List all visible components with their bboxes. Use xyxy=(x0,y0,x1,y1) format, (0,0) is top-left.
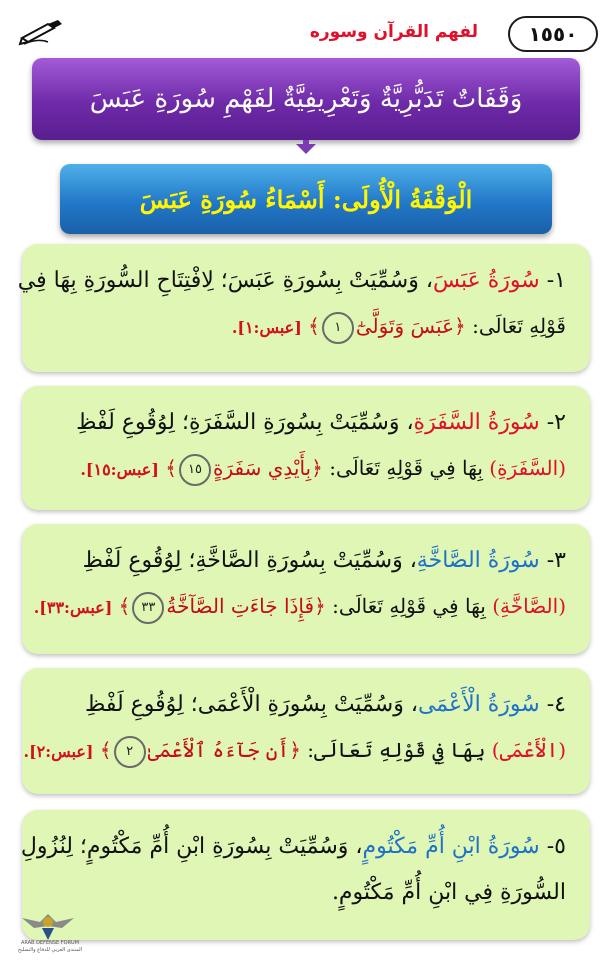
verse-close: ﴾ xyxy=(165,456,177,480)
item-text: السُّورَةِ فِي ابْنِ أُمِّ مَكْتُومٍ. xyxy=(331,880,566,905)
quran-verse: ﴿فَإِذَا جَاءَتِ الصَّآخَّةُ xyxy=(166,594,326,618)
eagle-logo-icon xyxy=(18,908,78,944)
ayah-number-icon: ٣٣ xyxy=(132,592,164,624)
item-text: ، وَسُمِّيَتْ بِسُورَةِ الصَّاخَّةِ؛ لِوُقُوعِ لَفْظِ xyxy=(82,548,417,573)
keyword: (السَّفَرَةِ) xyxy=(489,456,566,480)
verse-close: ﴾ xyxy=(308,314,320,338)
section-banner: الْوَقْفَةُ الْأُولَى: أَسْمَاءُ سُورَةِ عَبَسَ xyxy=(60,164,552,234)
item-number: ٢- xyxy=(546,410,566,435)
surah-name: سُورَةُ السَّفَرَةِ xyxy=(413,410,540,435)
verse-reference: [عبس:٢]. xyxy=(23,742,94,761)
item-text: ، وَسُمِّيَتْ بِسُورَةِ عَبَسَ؛ لِافْتِتَاحِ السُّورَةِ بِهَا فِي xyxy=(17,268,433,293)
list-item xyxy=(22,386,590,510)
item-text: بِهَا فِي قَوْلِهِ تَعَالَى: xyxy=(307,738,486,762)
keyword: (الْأَعْمَى) xyxy=(491,738,566,762)
list-item xyxy=(22,524,590,654)
list-item xyxy=(22,668,590,794)
quran-verse: ﴿بِأَيْدِي سَفَرَةٍ xyxy=(213,456,323,480)
item-text: ، وَسُمِّيَتْ بِسُورَةِ الْأَعْمَى؛ لِوُقُوعِ لَفْظِ xyxy=(84,692,418,717)
ayah-number-icon: ٢ xyxy=(114,736,146,768)
quran-verse: ﴿أَن جَآءَهُ ٱلْأَعْمَىٰ xyxy=(147,738,301,762)
quran-verse: ﴿عَبَسَ وَتَوَلَّىٰٓ xyxy=(355,314,466,338)
item-text: ، وَسُمِّيَتْ بِسُورَةِ ابْنِ أُمِّ مَكْتُومٍ؛ لِنُزُولِ xyxy=(20,834,363,859)
running-title: لفهم القرآن وسوره xyxy=(309,22,478,42)
page-number: ١٥٥٠ xyxy=(508,16,598,52)
list-item xyxy=(17,244,590,372)
ayah-number-icon: ١ xyxy=(322,312,354,344)
verse-close: ﴾ xyxy=(99,738,112,762)
surah-name: سُورَةُ ابْنِ أُمِّ مَكْتُومٍ xyxy=(362,834,540,859)
item-number: ٥- xyxy=(546,834,566,859)
surah-name: سُورَةُ عَبَسَ xyxy=(432,268,540,293)
title-banner: وَقَفَاتٌ تَدَبُّرِيَّةٌ وَتَعْرِيفِيَّةٌ لِفَهْمِ سُورَةِ عَبَسَ xyxy=(32,58,580,140)
pen-writing-icon xyxy=(18,16,66,46)
item-text: بِهَا فِي قَوْلِهِ تَعَالَى: xyxy=(329,456,483,480)
ayah-number-icon: ١٥ xyxy=(179,454,211,486)
verse-reference: [عبس:٣٣]. xyxy=(33,598,113,617)
item-number: ٤- xyxy=(546,692,566,717)
list-item xyxy=(22,810,590,940)
page-header xyxy=(14,12,598,52)
verse-close: ﴾ xyxy=(118,594,131,618)
verse-reference: [عبس:١٥]. xyxy=(80,460,159,479)
watermark-line: المنتدى العربي للدفاع والتسليح xyxy=(17,947,83,953)
item-number: ١- xyxy=(546,268,566,293)
arrow-down-icon xyxy=(296,144,316,154)
item-text: ، وَسُمِّيَتْ بِسُورَةِ السَّفَرَةِ؛ لِوُقُوعِ لَفْظِ xyxy=(76,410,414,435)
verse-reference: [عبس:١]. xyxy=(231,318,302,337)
item-text: بِهَا فِي قَوْلِهِ تَعَالَى: xyxy=(332,594,486,618)
surah-name: سُورَةُ الْأَعْمَى xyxy=(417,692,540,717)
surah-name: سُورَةُ الصَّاخَّةِ xyxy=(416,548,540,573)
item-number: ٣- xyxy=(546,548,566,573)
keyword: (الصَّاخَّةِ) xyxy=(492,594,566,618)
watermark-line: ARAB DEFENSE FORUM xyxy=(20,940,80,946)
item-text: قَوْلِهِ تَعَالَى: xyxy=(472,314,566,338)
watermark xyxy=(0,908,90,960)
